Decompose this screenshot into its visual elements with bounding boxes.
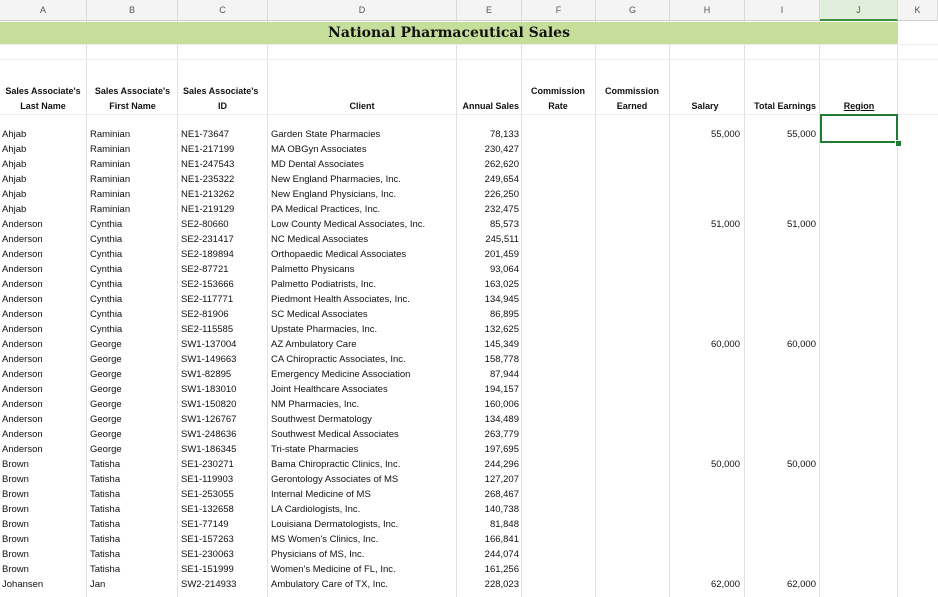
cell-sales[interactable]: 245,511 (485, 234, 519, 245)
header-commission-earned[interactable] (596, 84, 668, 114)
cell-client[interactable]: Southwest Medical Associates (271, 429, 399, 440)
column-header-K[interactable]: K (898, 0, 938, 21)
cell-salary[interactable] (670, 277, 740, 292)
cell-sales[interactable]: 127,207 (484, 474, 519, 485)
cell-client[interactable]: Garden State Pharmacies (271, 129, 381, 140)
cell-total[interactable] (745, 277, 816, 292)
cell-salary[interactable] (670, 307, 740, 322)
cell-id[interactable]: SE2-153666 (181, 279, 234, 290)
cell-first[interactable]: Tatisha (90, 549, 121, 560)
cell-first[interactable]: Tatisha (90, 474, 121, 485)
cell-salary[interactable] (670, 157, 740, 172)
cell-id[interactable]: SE1-230271 (181, 459, 234, 470)
cell-last[interactable]: Anderson (2, 384, 43, 395)
cell-id[interactable]: SE1-253055 (181, 489, 234, 500)
column-header-H[interactable]: H (670, 0, 745, 21)
cell-id[interactable]: SW1-186345 (181, 444, 237, 455)
cell-salary[interactable]: 50,000 (710, 459, 740, 470)
cell-client[interactable]: Internal Medicine of MS (271, 489, 371, 500)
column-header-J[interactable]: J (820, 0, 898, 21)
cell-first[interactable]: Jan (90, 579, 106, 590)
cell-salary[interactable] (670, 367, 740, 382)
cell-salary[interactable] (670, 547, 740, 562)
cell-sales[interactable]: 230,427 (484, 144, 519, 155)
header-id[interactable] (183, 84, 267, 114)
cell-first[interactable]: Cynthia (90, 264, 123, 275)
cell-first[interactable]: Tatisha (90, 459, 121, 470)
cell-client[interactable]: Physicians of MS, Inc. (271, 549, 365, 560)
cell-total[interactable] (745, 187, 816, 202)
column-header-G[interactable]: G (596, 0, 670, 21)
cell-salary[interactable] (670, 352, 740, 367)
cell-first[interactable]: Raminian (90, 174, 131, 185)
cell-total[interactable] (745, 412, 816, 427)
cell-last[interactable]: Anderson (2, 294, 43, 305)
cell-last[interactable]: Brown (2, 534, 29, 545)
cell-client[interactable]: Ambulatory Care of TX, Inc. (271, 579, 389, 590)
cell-last[interactable]: Brown (2, 549, 29, 560)
header-last-name-line1: Sales Associate's (5, 86, 81, 96)
cell-id[interactable]: SW1-137004 (181, 339, 237, 350)
cell-client[interactable]: LA Cardiologists, Inc. (271, 504, 361, 515)
cell-client[interactable]: Bama Chiropractic Clinics, Inc. (271, 459, 401, 470)
cell-total[interactable] (745, 517, 816, 532)
cell-client[interactable]: New England Pharmacies, Inc. (271, 174, 401, 185)
cell-id[interactable]: NE1-235322 (181, 174, 235, 185)
cell-salary[interactable]: 55,000 (710, 129, 740, 140)
cell-salary[interactable] (670, 187, 740, 202)
cell-first[interactable]: Tatisha (90, 504, 121, 515)
cell-first[interactable]: Raminian (90, 129, 131, 140)
cell-client[interactable]: Women's Medicine of FL, Inc. (271, 564, 396, 575)
cell-sales[interactable]: 201,459 (484, 249, 519, 260)
cell-sales[interactable]: 158,778 (484, 354, 519, 365)
cell-last[interactable]: Anderson (2, 309, 43, 320)
cell-id[interactable]: SE1-157263 (181, 534, 234, 545)
cell-last[interactable]: Brown (2, 564, 29, 575)
cell-sales[interactable]: 163,025 (484, 279, 519, 290)
cell-first[interactable]: Tatisha (90, 534, 121, 545)
cell-last[interactable]: Anderson (2, 324, 43, 335)
cell-first[interactable]: Raminian (90, 159, 131, 170)
cell-last[interactable]: Ahjab (2, 144, 27, 155)
cell-salary[interactable] (670, 532, 740, 547)
cell-total[interactable]: 51,000 (786, 219, 816, 230)
cell-client[interactable]: AZ Ambulatory Care (271, 339, 357, 350)
cell-client[interactable]: SC Medical Associates (271, 309, 368, 320)
cell-last[interactable]: Anderson (2, 219, 43, 230)
header-commission-rate[interactable] (522, 84, 594, 114)
cell-total[interactable] (745, 502, 816, 517)
cell-last[interactable]: Brown (2, 504, 29, 515)
cell-salary[interactable] (670, 397, 740, 412)
cell-client[interactable]: Palmetto Physicans (271, 264, 355, 275)
cell-salary[interactable] (670, 292, 740, 307)
cell-first[interactable]: Cynthia (90, 324, 123, 335)
header-commission-earned-line2: Earned (616, 101, 648, 111)
cell-first[interactable]: George (90, 444, 122, 455)
cell-sales[interactable]: 268,467 (484, 489, 519, 500)
cell-last[interactable]: Johansen (2, 579, 44, 590)
cell-salary[interactable]: 51,000 (710, 219, 740, 230)
cell-first[interactable]: Cynthia (90, 279, 123, 290)
grid-hline (0, 59, 938, 60)
cell-total[interactable] (745, 292, 816, 307)
cell-client[interactable]: MA OBGyn Associates (271, 144, 367, 155)
cell-client[interactable]: New England Physicians, Inc. (271, 189, 397, 200)
cell-id[interactable]: SW1-82895 (181, 369, 232, 380)
cell-last[interactable]: Anderson (2, 249, 43, 260)
header-region[interactable]: Region (843, 101, 875, 111)
header-last-name[interactable] (0, 84, 86, 114)
cell-client[interactable]: MS Women's Clinics, Inc. (271, 534, 379, 545)
cell-sales[interactable]: 194,157 (484, 384, 519, 395)
cell-client[interactable]: Louisiana Dermatologists, Inc. (271, 519, 399, 530)
cell-last[interactable]: Anderson (2, 234, 43, 245)
cell-last[interactable]: Anderson (2, 414, 43, 425)
cell-sales[interactable]: 244,074 (484, 549, 519, 560)
cell-id[interactable]: NE1-247543 (181, 159, 235, 170)
cell-total[interactable] (745, 202, 816, 217)
selected-cell-J[interactable] (820, 114, 898, 143)
cell-sales[interactable]: 161,256 (484, 564, 519, 575)
cell-first[interactable]: George (90, 399, 122, 410)
cell-client[interactable]: Southwest Dermatology (271, 414, 372, 425)
cell-last[interactable]: Brown (2, 489, 29, 500)
cell-salary[interactable]: 60,000 (710, 339, 740, 350)
cell-total[interactable] (745, 172, 816, 187)
cell-salary[interactable] (670, 502, 740, 517)
cell-total[interactable] (745, 367, 816, 382)
cell-sales[interactable]: 197,695 (484, 444, 519, 455)
cell-total[interactable] (745, 532, 816, 547)
cell-salary[interactable] (670, 412, 740, 427)
cell-last[interactable]: Ahjab (2, 189, 27, 200)
cell-id[interactable]: SW1-150820 (181, 399, 237, 410)
header-commission-earned-line1: Commission (604, 86, 659, 96)
cell-id[interactable]: SW1-183010 (181, 384, 237, 395)
cell-salary[interactable] (670, 232, 740, 247)
cell-sales[interactable]: 244,296 (484, 459, 519, 470)
cell-sales[interactable]: 226,250 (484, 189, 519, 200)
cell-total[interactable] (745, 472, 816, 487)
cell-id[interactable]: SE2-87721 (181, 264, 229, 275)
cell-sales[interactable]: 232,475 (484, 204, 519, 215)
cell-last[interactable]: Ahjab (2, 174, 27, 185)
cell-sales[interactable]: 81,848 (489, 519, 519, 530)
cell-sales[interactable]: 85,573 (489, 219, 519, 230)
cell-id[interactable]: SE2-115585 (181, 324, 234, 335)
cell-client[interactable]: Low County Medical Associates, Inc. (271, 219, 426, 230)
cell-client[interactable]: Joint Healthcare Associates (271, 384, 388, 395)
cell-total[interactable] (745, 487, 816, 502)
cell-first[interactable]: Raminian (90, 189, 131, 200)
cell-first[interactable]: George (90, 414, 122, 425)
cell-sales[interactable]: 249,654 (484, 174, 519, 185)
sheet-title[interactable]: National Pharmaceutical Sales (0, 22, 898, 44)
cell-sales[interactable]: 262,620 (484, 159, 519, 170)
column-header-F[interactable]: F (522, 0, 596, 21)
cell-salary[interactable] (670, 262, 740, 277)
cell-sales[interactable]: 166,841 (484, 534, 519, 545)
cell-first[interactable]: George (90, 429, 122, 440)
cell-last[interactable]: Ahjab (2, 159, 27, 170)
cell-total[interactable] (745, 232, 816, 247)
cell-first[interactable]: George (90, 339, 122, 350)
cell-last[interactable]: Brown (2, 459, 29, 470)
cell-sales[interactable]: 140,738 (484, 504, 519, 515)
cell-id[interactable]: NE1-219129 (181, 204, 235, 215)
cell-salary[interactable] (670, 427, 740, 442)
cell-id[interactable]: SE1-119903 (181, 474, 234, 485)
cell-first[interactable]: George (90, 384, 122, 395)
cell-first[interactable]: Cynthia (90, 219, 123, 230)
cell-last[interactable]: Brown (2, 519, 29, 530)
cell-client[interactable]: Orthopaedic Medical Associates (271, 249, 407, 260)
cell-last[interactable]: Anderson (2, 354, 43, 365)
cell-id[interactable]: SW2-214933 (181, 579, 237, 590)
cell-sales[interactable]: 134,945 (484, 294, 519, 305)
cell-id[interactable]: NE1-213262 (181, 189, 235, 200)
header-commission-rate-line1: Commission (530, 86, 585, 96)
cell-salary[interactable] (670, 172, 740, 187)
cell-last[interactable]: Anderson (2, 279, 43, 290)
header-first-name-line2: First Name (109, 101, 156, 111)
cell-id[interactable]: SW1-248636 (181, 429, 237, 440)
header-commission-rate-line2: Rate (548, 101, 568, 111)
cell-first[interactable]: Tatisha (90, 564, 121, 575)
cell-client[interactable]: NM Pharmacies, Inc. (271, 399, 360, 410)
cell-sales[interactable]: 228,023 (484, 579, 519, 590)
cell-client[interactable]: PA Medical Practices, Inc. (271, 204, 381, 215)
column-header-D[interactable]: D (268, 0, 457, 21)
cell-last[interactable]: Anderson (2, 369, 43, 380)
cell-last[interactable]: Anderson (2, 264, 43, 275)
cell-total[interactable]: 55,000 (786, 129, 816, 140)
cell-first[interactable]: Cynthia (90, 249, 123, 260)
cell-total[interactable] (745, 247, 816, 262)
cell-salary[interactable] (670, 472, 740, 487)
cell-sales[interactable]: 78,133 (489, 129, 519, 140)
cell-first[interactable]: George (90, 369, 122, 380)
header-id-line1: Sales Associate's (183, 86, 259, 96)
cell-id[interactable]: SE2-80660 (181, 219, 229, 230)
cell-first[interactable]: Tatisha (90, 519, 121, 530)
cell-total[interactable]: 50,000 (786, 459, 816, 470)
header-last-name-line2: Last Name (20, 101, 66, 111)
cell-client[interactable]: CA Chiropractic Associates, Inc. (271, 354, 406, 365)
cell-total[interactable] (745, 382, 816, 397)
cell-total[interactable] (745, 442, 816, 457)
cell-sales[interactable]: 132,625 (484, 324, 519, 335)
cell-last[interactable]: Ahjab (2, 129, 27, 140)
cell-id[interactable]: SE1-151999 (181, 564, 234, 575)
cell-id[interactable]: SE2-117771 (181, 294, 234, 305)
header-first-name-line1: Sales Associate's (94, 86, 171, 96)
cell-first[interactable]: Cynthia (90, 294, 123, 305)
cell-last[interactable]: Ahjab (2, 204, 27, 215)
column-header-C[interactable]: C (178, 0, 268, 21)
cell-client[interactable]: Tri-state Pharmacies (271, 444, 359, 455)
cell-first[interactable]: Tatisha (90, 489, 121, 500)
cell-id[interactable]: SE1-132658 (181, 504, 234, 515)
column-header-B[interactable]: B (87, 0, 178, 21)
grid-hline (0, 114, 938, 115)
cell-client[interactable]: NC Medical Associates (271, 234, 369, 245)
cell-total[interactable] (745, 307, 816, 322)
header-first-name[interactable] (87, 84, 178, 114)
fill-handle[interactable] (895, 140, 902, 147)
cell-sales[interactable]: 145,349 (484, 339, 519, 350)
cell-total[interactable] (745, 397, 816, 412)
cell-salary[interactable] (670, 517, 740, 532)
cell-total[interactable]: 60,000 (786, 339, 816, 350)
cell-total[interactable] (745, 142, 816, 157)
cell-client[interactable]: Piedmont Health Associates, Inc. (271, 294, 410, 305)
cell-total[interactable] (745, 562, 816, 577)
cell-client[interactable]: Gerontology Associates of MS (271, 474, 399, 485)
cell-sales[interactable]: 160,006 (484, 399, 519, 410)
cell-total[interactable] (745, 322, 816, 337)
cell-salary[interactable] (670, 382, 740, 397)
column-header-I[interactable]: I (745, 0, 820, 21)
header-client[interactable]: Client (349, 101, 375, 111)
cell-id[interactable]: NE1-73647 (181, 129, 230, 140)
cell-sales[interactable]: 86,895 (489, 309, 519, 320)
cell-salary[interactable] (670, 202, 740, 217)
cell-last[interactable]: Anderson (2, 429, 43, 440)
cell-salary[interactable] (670, 442, 740, 457)
header-annual-sales[interactable]: Annual Sales (462, 101, 519, 111)
cell-total[interactable] (745, 352, 816, 367)
column-header-E[interactable]: E (457, 0, 522, 21)
cell-salary[interactable] (670, 247, 740, 262)
cell-total[interactable] (745, 547, 816, 562)
cell-salary[interactable] (670, 142, 740, 157)
cell-total[interactable] (745, 157, 816, 172)
cell-client[interactable]: Upstate Pharmacies, Inc. (271, 324, 378, 335)
cell-sales[interactable]: 134,489 (484, 414, 519, 425)
cell-id[interactable]: SE2-189894 (181, 249, 234, 260)
cell-first[interactable]: Raminian (90, 204, 131, 215)
cell-total[interactable] (745, 262, 816, 277)
column-header-A[interactable]: A (0, 0, 87, 21)
cell-salary[interactable]: 62,000 (710, 579, 740, 590)
header-total-earnings[interactable]: Total Earnings (754, 101, 816, 111)
cell-id[interactable]: SE1-230063 (181, 549, 234, 560)
cell-id[interactable]: NE1-217199 (181, 144, 235, 155)
cell-id[interactable]: SW1-126767 (181, 414, 237, 425)
cell-client[interactable]: Emergency Medicine Association (271, 369, 411, 380)
cell-total[interactable]: 62,000 (786, 579, 816, 590)
cell-first[interactable]: Cynthia (90, 309, 123, 320)
cell-last[interactable]: Anderson (2, 399, 43, 410)
cell-salary[interactable] (670, 322, 740, 337)
cell-first[interactable]: George (90, 354, 122, 365)
header-salary[interactable]: Salary (691, 101, 719, 111)
grid-hline (0, 44, 938, 45)
cell-client[interactable]: Palmetto Podiatrists, Inc. (271, 279, 377, 290)
cell-id[interactable]: SW1-149663 (181, 354, 237, 365)
cell-last[interactable]: Brown (2, 474, 29, 485)
cell-first[interactable]: Raminian (90, 144, 131, 155)
cell-sales[interactable]: 263,779 (484, 429, 519, 440)
cell-id[interactable]: SE2-81906 (181, 309, 229, 320)
cell-sales[interactable]: 93,064 (489, 264, 519, 275)
cell-id[interactable]: SE1-77149 (181, 519, 229, 530)
cell-client[interactable]: MD Dental Associates (271, 159, 364, 170)
cell-salary[interactable] (670, 562, 740, 577)
header-id-line2: ID (218, 101, 227, 111)
cell-id[interactable]: SE2-231417 (181, 234, 234, 245)
cell-first[interactable]: Cynthia (90, 234, 123, 245)
cell-last[interactable]: Anderson (2, 339, 43, 350)
cell-sales[interactable]: 87,944 (489, 369, 519, 380)
cell-salary[interactable] (670, 487, 740, 502)
cell-last[interactable]: Anderson (2, 444, 43, 455)
cell-total[interactable] (745, 427, 816, 442)
